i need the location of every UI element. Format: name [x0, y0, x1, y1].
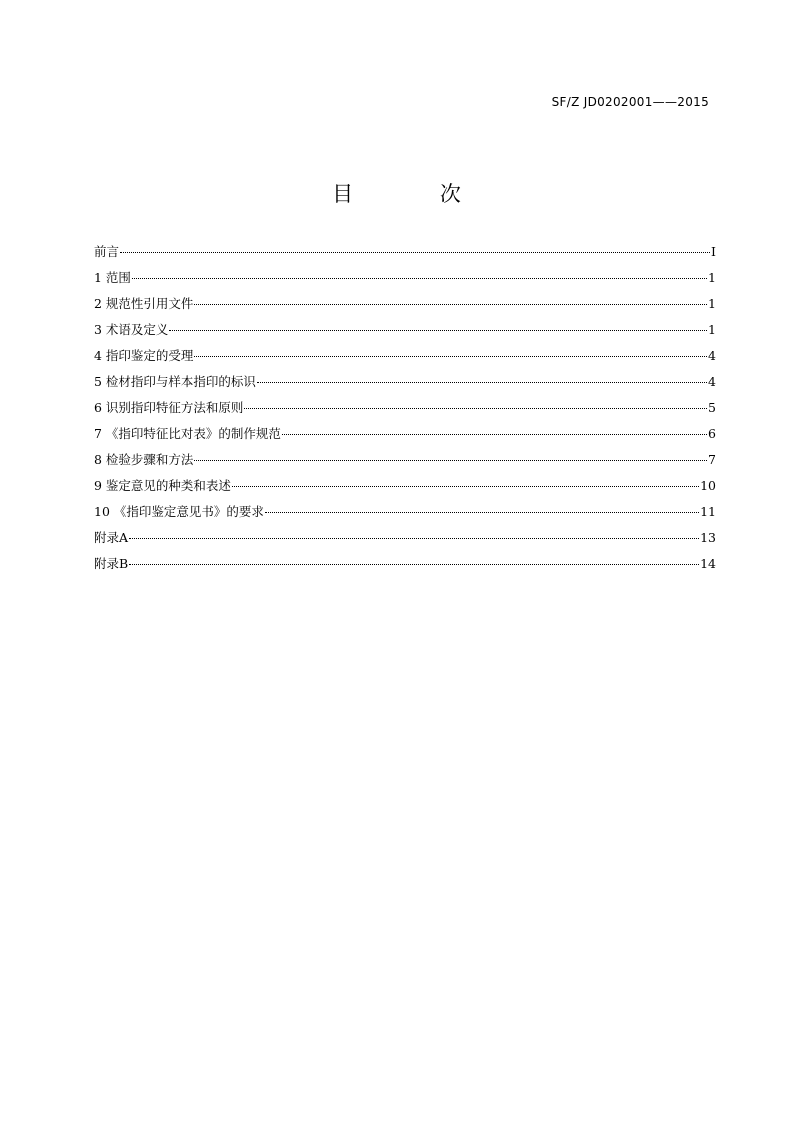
toc-entry-label[interactable]: 3 术语及定义 — [94, 322, 169, 337]
toc-leader-dots — [244, 408, 707, 409]
toc-leader-dots — [120, 252, 710, 253]
toc-entry-page[interactable]: 1 — [708, 296, 716, 311]
toc-entry-page[interactable]: 5 — [708, 400, 716, 415]
toc-entry-page[interactable]: 4 — [708, 348, 716, 363]
toc-entry-page[interactable]: 4 — [708, 374, 716, 389]
toc-entry-marking[interactable] — [94, 372, 716, 398]
toc-entry-label[interactable]: 6 识别指印特征方法和原则 — [94, 400, 244, 415]
toc-entry-page[interactable]: I — [711, 244, 716, 259]
toc-leader-dots — [169, 330, 707, 331]
toc-leader-dots — [194, 356, 707, 357]
toc-entry-page[interactable]: 1 — [708, 270, 716, 285]
toc-entry-appendix-a[interactable] — [94, 528, 716, 554]
toc-entry-page[interactable]: 7 — [708, 452, 716, 467]
toc-entry-page[interactable]: 6 — [708, 426, 716, 441]
toc-leader-dots — [132, 278, 707, 279]
toc-entry-label[interactable]: 9 鉴定意见的种类和表述 — [94, 478, 231, 493]
toc-title: 目 次 — [332, 182, 501, 206]
toc-entry-label[interactable]: 8 检验步骤和方法 — [94, 452, 194, 467]
toc-entry-label[interactable]: 7 《指印特征比对表》的制作规范 — [94, 426, 281, 441]
toc-entry-page[interactable]: 11 — [700, 504, 716, 519]
toc-entry-label[interactable]: 2 规范性引用文件 — [94, 296, 194, 311]
toc-list — [94, 242, 716, 580]
toc-leader-dots — [265, 512, 699, 513]
toc-entry-acceptance[interactable] — [94, 346, 716, 372]
toc-entry-label[interactable]: 附录A — [94, 530, 129, 545]
toc-entry-opinion-types[interactable] — [94, 476, 716, 502]
toc-entry-label[interactable]: 1 范围 — [94, 270, 131, 285]
toc-entry-label[interactable]: 附录B — [94, 556, 129, 571]
toc-entry-label[interactable]: 前言 — [94, 244, 120, 259]
toc-leader-dots — [194, 460, 707, 461]
toc-entry-page[interactable]: 1 — [708, 322, 716, 337]
toc-entry-appendix-b[interactable] — [94, 554, 716, 580]
toc-entry-page[interactable]: 14 — [700, 556, 716, 571]
toc-entry-identification[interactable] — [94, 398, 716, 424]
toc-leader-dots — [129, 538, 699, 539]
toc-entry-comparison-table[interactable] — [94, 424, 716, 450]
toc-leader-dots — [194, 304, 707, 305]
toc-entry-foreword[interactable] — [94, 242, 716, 268]
toc-leader-dots — [257, 382, 707, 383]
toc-entry-procedure[interactable] — [94, 450, 716, 476]
toc-entry-page[interactable]: 13 — [700, 530, 716, 545]
toc-entry-terms[interactable] — [94, 320, 716, 346]
toc-entry-report-requirements[interactable] — [94, 502, 716, 528]
toc-entry-scope[interactable] — [94, 268, 716, 294]
toc-entry-label[interactable]: 10 《指印鉴定意见书》的要求 — [94, 504, 264, 519]
toc-entry-normative-references[interactable] — [94, 294, 716, 320]
toc-entry-label[interactable]: 5 检材指印与样本指印的标识 — [94, 374, 256, 389]
toc-entry-page[interactable]: 10 — [700, 478, 716, 493]
document-code: SF/Z JD0202001——2015 — [551, 95, 709, 109]
toc-leader-dots — [232, 486, 699, 487]
toc-entry-label[interactable]: 4 指印鉴定的受理 — [94, 348, 194, 363]
toc-leader-dots — [129, 564, 699, 565]
toc-leader-dots — [282, 434, 707, 435]
